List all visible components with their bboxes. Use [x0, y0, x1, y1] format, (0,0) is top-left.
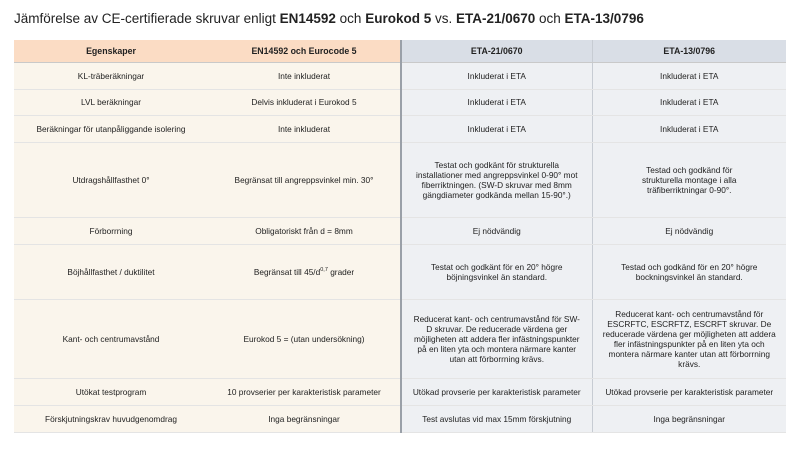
- cell-eta-13-0796: Inkluderat i ETA: [592, 63, 786, 90]
- cell-en14592-suffix: grader: [327, 266, 355, 277]
- cell-eta-21-0670: Testat och godkänt för strukturella installationer med angreppsvinkel 0-90° mot fiberriktningen. (SW-D skruvar med 8mm gängdiameter godkända mellan 15-90°.): [401, 143, 592, 218]
- title-prefix: Jämförelse av CE-certifierade skruvar enligt: [14, 11, 280, 26]
- table-row: [14, 379, 786, 406]
- cell-en14592: Obligatoriskt från d = 8mm: [208, 218, 401, 245]
- cell-eta-13-0796: Utökad provserie per karakteristisk parameter: [592, 379, 786, 406]
- cell-eta-21-0670: Inkluderat i ETA: [401, 116, 592, 143]
- cell-property: Utdragshållfasthet 0°: [14, 143, 208, 218]
- cell-en14592: Inga begränsningar: [208, 406, 401, 433]
- cell-en14592: Inte inkluderat: [208, 116, 401, 143]
- table-row: [14, 143, 786, 218]
- cell-en14592-text: Begränsat till 45/d: [253, 266, 321, 277]
- cell-en14592: Begränsat till angreppsvinkel min. 30°: [208, 143, 401, 218]
- cell-eta-13-0796: Inkluderat i ETA: [592, 116, 786, 143]
- cell-property: Utökat testprogram: [14, 379, 208, 406]
- title-versus: vs.: [431, 11, 456, 26]
- table-row: [14, 218, 786, 245]
- title-eta-21-0670: ETA-21/0670: [455, 11, 536, 26]
- table-row: [14, 300, 786, 379]
- page-title: [14, 11, 644, 26]
- cell-property: Förskjutningskrav huvudgenomdrag: [14, 406, 208, 433]
- table-row: [14, 116, 786, 143]
- cell-eta-13-0796: Testad och godkänd för strukturella montage i alla träfiberriktningar 0-90°.: [592, 143, 786, 218]
- header-eta-13-0796: ETA-13/0796: [592, 40, 786, 63]
- cell-eta-21-0670: Test avslutas vid max 15mm förskjutning: [401, 406, 592, 433]
- cell-en14592-exponent: 0,7: [320, 267, 328, 274]
- header-en14592: EN14592 och Eurocode 5: [208, 40, 401, 63]
- cell-eta-21-0670: Ej nödvändig: [401, 218, 592, 245]
- comparison-table: [14, 40, 786, 433]
- title-standard-en14592: EN14592: [279, 11, 336, 26]
- cell-eta-13-0796: Ej nödvändig: [592, 218, 786, 245]
- table-row: [14, 406, 786, 433]
- title-connector: och: [535, 11, 565, 26]
- cell-en14592: 10 provserier per karakteristisk parameter: [208, 379, 401, 406]
- table-header-row: [14, 40, 786, 63]
- table-row: [14, 245, 786, 300]
- cell-en14592: [208, 245, 401, 300]
- cell-en14592: Inte inkluderat: [208, 63, 401, 90]
- cell-property: Förborrning: [14, 218, 208, 245]
- cell-eta-13-0796: Inkluderat i ETA: [592, 90, 786, 116]
- cell-eta-21-0670: Utökad provserie per karakteristisk parameter: [401, 379, 592, 406]
- header-eta-21-0670: ETA-21/0670: [401, 40, 592, 63]
- cell-property: Beräkningar för utanpåliggande isolering: [14, 116, 208, 143]
- title-eta-13-0796: ETA-13/0796: [564, 11, 644, 26]
- title-standard-eurokod5: Eurokod 5: [365, 11, 432, 26]
- cell-eta-21-0670: Reducerat kant- och centrumavstånd för SW-D skruvar. De reducerade värdena ger möjligheten att addera fler infästningspunkter på en liten yta och montera närmare kanter utan att förborrning krävs.: [401, 300, 592, 379]
- cell-property: Böjhållfasthet / duktilitet: [14, 245, 208, 300]
- cell-property: Kant- och centrumavstånd: [14, 300, 208, 379]
- cell-eta-13-0796: Testad och godkänd för en 20° högre bockningsvinkel än standard.: [592, 245, 786, 300]
- cell-eta-21-0670: Inkluderat i ETA: [401, 90, 592, 116]
- cell-eta-21-0670: Inkluderat i ETA: [401, 63, 592, 90]
- cell-en14592: Eurokod 5 = (utan undersökning): [208, 300, 401, 379]
- header-properties: Egenskaper: [14, 40, 208, 63]
- title-connector: och: [335, 11, 366, 26]
- table-row: [14, 90, 786, 116]
- cell-property: LVL beräkningar: [14, 90, 208, 116]
- cell-eta-13-0796: Reducerat kant- och centrumavstånd för ESCRFTC, ESCRFTZ, ESCRFT skruvar. De reducerade värdena ger möjligheten att addera fler infästningspunkter på en liten yta och montera närmare kanter utan att förborrning krävs.: [592, 300, 786, 379]
- cell-eta-21-0670: Testat och godkänt för en 20° högre böjningsvinkel än standard.: [401, 245, 592, 300]
- table-row: [14, 63, 786, 90]
- cell-eta-13-0796: Inga begränsningar: [592, 406, 786, 433]
- cell-en14592: Delvis inkluderat i Eurokod 5: [208, 90, 401, 116]
- cell-property: KL-träberäkningar: [14, 63, 208, 90]
